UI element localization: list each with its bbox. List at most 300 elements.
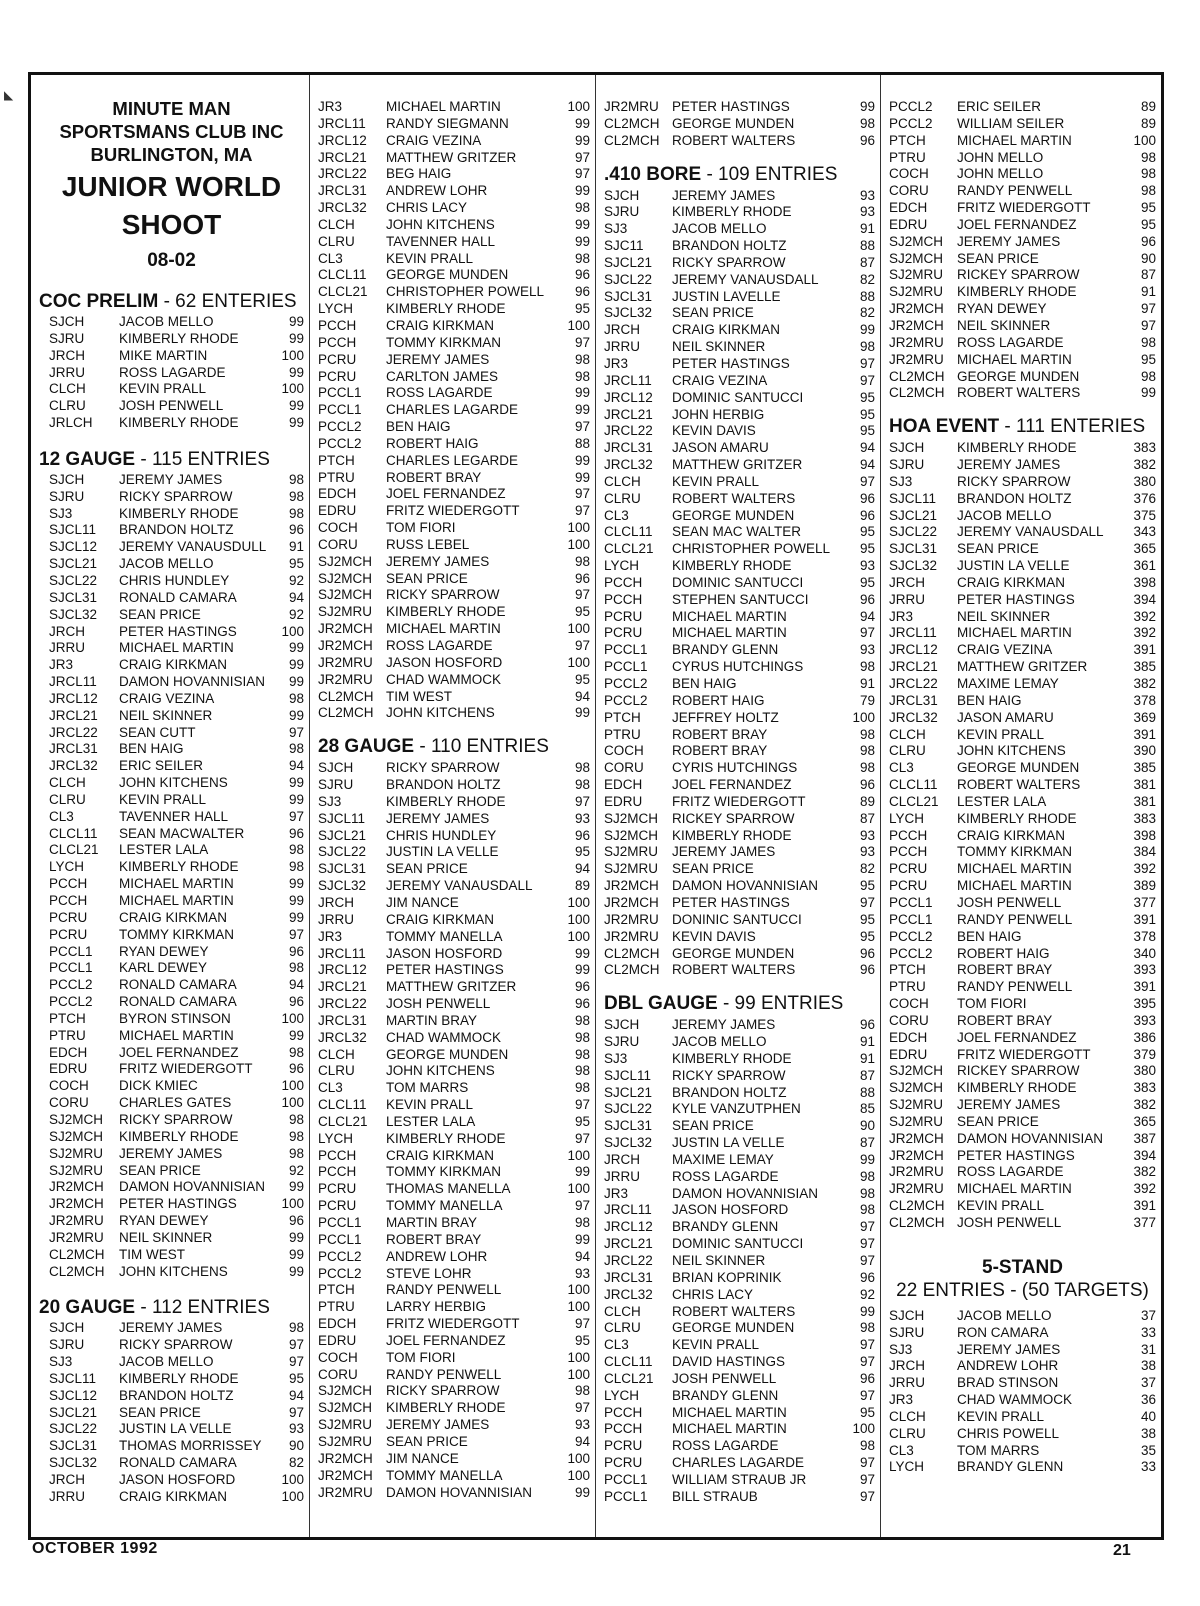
- score: 38: [1140, 1425, 1156, 1441]
- shooter-name: ROBERT WALTERS: [672, 962, 796, 978]
- result-row: [39, 1489, 304, 1506]
- shooter-name: TOM FIORI: [386, 520, 456, 536]
- class-code: SJCL32: [889, 558, 938, 574]
- score: 386: [1133, 1029, 1156, 1045]
- class-code: SJCH: [604, 187, 640, 203]
- result-row: [39, 792, 304, 809]
- class-code: SJRU: [889, 457, 925, 473]
- class-code: JRCH: [889, 1358, 925, 1374]
- class-code: JRCL12: [604, 389, 653, 405]
- result-row: [604, 743, 875, 760]
- score: 99: [288, 707, 304, 723]
- class-code: SJCL31: [889, 541, 938, 557]
- score: 99: [288, 657, 304, 673]
- result-row: [604, 1337, 875, 1354]
- class-code: JRCL32: [318, 200, 367, 216]
- class-code: PCCH: [889, 844, 928, 860]
- column-4: [880, 75, 1161, 1537]
- result-row: [889, 183, 1156, 200]
- score: 99: [859, 322, 875, 338]
- score: 381: [1133, 793, 1156, 809]
- score: 100: [852, 1421, 875, 1437]
- class-code: CL2MCH: [889, 368, 945, 384]
- result-row: [318, 520, 590, 537]
- shooter-name: MICHAEL MARTIN: [119, 640, 234, 656]
- class-code: SJRU: [318, 777, 354, 793]
- score: 99: [574, 115, 590, 131]
- class-code: CL2MCH: [49, 1263, 105, 1279]
- score: 87: [859, 1067, 875, 1083]
- class-code: COCH: [889, 996, 929, 1012]
- result-row: [604, 1068, 875, 1085]
- result-row: [889, 794, 1156, 811]
- class-code: PTRU: [604, 726, 641, 742]
- shooter-name: CRAIG KIRKMAN: [957, 574, 1066, 590]
- class-code: JRCL21: [318, 149, 367, 165]
- shooter-name: JOHN KITCHENS: [386, 216, 495, 232]
- result-row: [889, 301, 1156, 318]
- class-code: JRCH: [318, 894, 354, 910]
- result-row: [604, 962, 875, 979]
- score: 380: [1133, 473, 1156, 489]
- class-code: JR2MRU: [604, 928, 659, 944]
- class-code: PCRU: [318, 351, 357, 367]
- shooter-name: BEN HAIG: [386, 419, 451, 435]
- result-row: [604, 1219, 875, 1236]
- shooter-name: DAMON HOVANNISIAN: [386, 1484, 533, 1500]
- shooter-name: BRANDON HOLTZ: [119, 522, 234, 538]
- shooter-name: MIKE MARTIN: [119, 347, 208, 363]
- result-row: [39, 1112, 304, 1129]
- class-code: CL2MCH: [318, 688, 374, 704]
- score: 98: [288, 1145, 304, 1161]
- class-code: JRCL21: [318, 979, 367, 995]
- score: 98: [859, 1168, 875, 1184]
- score: 93: [859, 827, 875, 843]
- class-code: EDCH: [604, 777, 643, 793]
- result-row: [604, 794, 875, 811]
- shooter-name: SEAN PRICE: [119, 1404, 201, 1420]
- class-code: PCCL2: [604, 692, 648, 708]
- five-stand-header: [889, 1256, 1156, 1302]
- class-code: SJ2MRU: [889, 1097, 944, 1113]
- class-code: PCCL1: [49, 960, 93, 976]
- class-code: CLCL21: [49, 842, 99, 858]
- class-code: CLCL21: [889, 793, 939, 809]
- result-row: [318, 503, 590, 520]
- shooter-name: CHARLES LAGARDE: [672, 1455, 805, 1471]
- score: 100: [281, 1010, 304, 1026]
- result-row: [318, 929, 590, 946]
- shooter-name: MICHAEL MARTIN: [119, 893, 234, 908]
- result-row: [39, 1163, 304, 1180]
- shooter-name: ROBERT BRAY: [957, 1012, 1053, 1028]
- class-code: JRCL22: [604, 423, 653, 439]
- shooter-name: LESTER LALA: [119, 842, 209, 858]
- score: 97: [574, 166, 590, 182]
- class-code: JRCL11: [889, 625, 937, 641]
- five-stand-title: 5-STAND: [982, 1256, 1063, 1278]
- class-code: JRCL32: [604, 457, 653, 473]
- score: 97: [859, 1236, 875, 1252]
- shooter-name: ROBERT HAIG: [957, 945, 1050, 961]
- class-code: JR2MRU: [604, 99, 659, 114]
- shooter-name: NEIL SKINNER: [957, 317, 1051, 333]
- result-row: [318, 1181, 590, 1198]
- score: 98: [574, 777, 590, 793]
- class-code: CLCH: [49, 775, 86, 791]
- class-code: PTCH: [49, 1010, 86, 1026]
- class-code: PCCL1: [889, 894, 933, 910]
- score: 93: [859, 558, 875, 574]
- class-code: PTRU: [318, 469, 355, 485]
- class-code: JR2MRU: [318, 671, 373, 687]
- score: 37: [1140, 1307, 1156, 1323]
- result-row: [318, 1047, 590, 1064]
- shooter-name: MICHAEL MARTIN: [957, 351, 1072, 367]
- score: 95: [859, 574, 875, 590]
- class-code: SJ2MCH: [889, 250, 944, 266]
- shooter-name: WILLIAM STRAUB JR: [672, 1471, 807, 1487]
- score: 98: [574, 351, 590, 367]
- score: 97: [859, 1455, 875, 1471]
- shooter-name: CRAIG KIRKMAN: [119, 909, 228, 925]
- class-code: JR2MCH: [889, 1147, 944, 1163]
- score: 91: [859, 221, 875, 237]
- class-code: PCCL1: [604, 1488, 648, 1504]
- result-row: [318, 1316, 590, 1333]
- class-code: JRCH: [49, 1472, 85, 1487]
- shooter-name: STEVE LOHR: [386, 1265, 472, 1281]
- class-code: JRCL31: [889, 692, 938, 708]
- shooter-name: DONINIC SANTUCCI: [672, 911, 802, 927]
- shooter-name: MAXIME LEMAY: [957, 676, 1059, 691]
- result-row: [39, 775, 304, 792]
- result-row: [39, 331, 304, 348]
- shooter-name: CHRIS LACY: [386, 200, 468, 216]
- class-code: JR2MCH: [318, 638, 373, 653]
- shooter-name: KIMBERLY RHODE: [119, 505, 239, 521]
- class-code: JRCL11: [318, 945, 366, 961]
- shooter-name: PETER HASTINGS: [119, 623, 237, 639]
- score: 100: [281, 1078, 304, 1094]
- result-row: [604, 1236, 875, 1253]
- shooter-name: KEVIN PRALL: [672, 1337, 760, 1353]
- score: 94: [859, 440, 875, 456]
- result-row: [889, 710, 1156, 727]
- result-row: [318, 1030, 590, 1047]
- result-row: [318, 1266, 590, 1283]
- result-row: [39, 415, 304, 432]
- shooter-name: PETER HASTINGS: [957, 591, 1075, 607]
- score: 93: [859, 642, 875, 658]
- score: 97: [859, 625, 875, 641]
- shooter-name: RICKY SPARROW: [386, 1383, 500, 1399]
- result-row: [889, 979, 1156, 996]
- score: 98: [574, 200, 590, 216]
- shooter-name: TOMMY MANELLA: [386, 1198, 503, 1214]
- class-code: SJCL12: [49, 1387, 98, 1403]
- class-code: PCCH: [889, 827, 928, 843]
- result-row: [318, 844, 590, 861]
- score: 89: [859, 793, 875, 809]
- shooter-name: JEREMY VANAUSDALL: [957, 524, 1104, 540]
- result-row: [889, 878, 1156, 895]
- class-code: PCCL2: [889, 928, 933, 944]
- class-code: SJ2MCH: [889, 1063, 944, 1079]
- result-row: [39, 640, 304, 657]
- class-code: SJCL21: [889, 507, 938, 523]
- shooter-name: RYAN DEWEY: [119, 1213, 209, 1229]
- result-row: [39, 348, 304, 365]
- result-row: [39, 381, 304, 398]
- result-row: [889, 1409, 1156, 1426]
- score: 96: [288, 825, 304, 841]
- score: 97: [574, 486, 590, 502]
- score: 95: [574, 1113, 590, 1129]
- class-code: SJ3: [889, 473, 913, 489]
- score: 89: [574, 878, 590, 894]
- score: 97: [574, 793, 590, 809]
- result-row: [889, 318, 1156, 335]
- shooter-name: CYRIS HUTCHINGS: [672, 760, 798, 776]
- entry-count: - 112 ENTRIES: [140, 1297, 270, 1319]
- result-row: [318, 895, 590, 912]
- shooter-name: TOM FIORI: [386, 1349, 456, 1365]
- result-row: [604, 592, 875, 609]
- score: 94: [574, 688, 590, 704]
- score: 384: [1133, 844, 1156, 860]
- class-code: SJRU: [49, 330, 85, 346]
- shooter-name: RICKEY SPARROW: [957, 267, 1080, 283]
- class-code: JRCL31: [604, 440, 653, 456]
- score: 100: [281, 381, 304, 397]
- class-code: CL2MCH: [604, 962, 660, 978]
- score: 97: [574, 1400, 590, 1416]
- shooter-name: SEAN PRICE: [672, 305, 754, 321]
- result-row: [318, 760, 590, 777]
- shooter-name: ERIC SEILER: [119, 758, 204, 774]
- result-row: [889, 457, 1156, 474]
- shooter-name: KIMBERLY RHODE: [386, 1130, 506, 1146]
- shooter-name: DAMON HOVANNISIAN: [957, 1130, 1104, 1146]
- result-row: [889, 150, 1156, 167]
- shooter-name: JACOB MELLO: [119, 314, 214, 329]
- class-code: LYCH: [49, 859, 85, 875]
- class-code: CLCL21: [318, 284, 368, 300]
- shooter-name: BRANDON HOLTZ: [672, 1084, 787, 1100]
- shooter-name: BRANDY GLENN: [672, 1387, 779, 1403]
- score: 99: [574, 402, 590, 418]
- score: 98: [859, 760, 875, 776]
- score: 96: [574, 570, 590, 586]
- shooter-name: RONALD CAMARA: [119, 1455, 237, 1471]
- class-code: PCCL2: [49, 994, 93, 1010]
- shooter-name: JACOB MELLO: [672, 1034, 767, 1050]
- result-row: [604, 659, 875, 676]
- shooter-name: GEORGE MUNDEN: [672, 945, 795, 961]
- result-row: [39, 1247, 304, 1264]
- result-row: [604, 238, 875, 255]
- result-row: [604, 116, 875, 133]
- class-code: JRCL31: [318, 1012, 367, 1028]
- shooter-name: JEREMY JAMES: [957, 1097, 1061, 1113]
- result-row: [889, 369, 1156, 386]
- shooter-name: PETER HASTINGS: [386, 962, 504, 978]
- shooter-name: STEPHEN SANTUCCI: [672, 591, 809, 607]
- score: 394: [1133, 1147, 1156, 1163]
- result-row: [889, 1392, 1156, 1409]
- result-row: [604, 289, 875, 306]
- class-code: CLCH: [604, 473, 641, 489]
- club-name-line: SPORTSMANS CLUB INC: [59, 121, 284, 142]
- class-code: SJC11: [604, 238, 644, 254]
- shooter-name: JOHN HERBIG: [672, 406, 765, 422]
- result-row: [889, 1375, 1156, 1392]
- result-row: [318, 1417, 590, 1434]
- shooter-name: ROBERT BRAY: [672, 726, 768, 742]
- class-code: CLCH: [889, 726, 926, 742]
- class-code: SJCL32: [318, 878, 367, 894]
- result-row: [318, 1400, 590, 1417]
- result-row: [318, 811, 590, 828]
- result-row: [889, 558, 1156, 575]
- shooter-name: GEORGE MUNDEN: [672, 1320, 795, 1336]
- class-code: SJ2MCH: [318, 1400, 373, 1416]
- class-code: SJCL31: [604, 288, 653, 304]
- result-row: [604, 1320, 875, 1337]
- shooter-name: CRAIG KIRKMAN: [386, 911, 495, 927]
- class-code: PCCL1: [604, 1471, 648, 1487]
- shooter-name: KIMBERLY RHODE: [119, 1128, 239, 1144]
- score: 100: [567, 1181, 590, 1197]
- shooter-name: JIM NANCE: [386, 1450, 459, 1466]
- result-row: [604, 272, 875, 289]
- shooter-name: SEAN PRICE: [386, 1433, 468, 1449]
- shooter-name: KIMBERLY RHODE: [119, 415, 239, 431]
- score: 88: [859, 238, 875, 254]
- result-row: [39, 674, 304, 691]
- shooter-name: LESTER LALA: [386, 1113, 476, 1129]
- shooter-name: CRAIG KIRKMAN: [386, 317, 495, 333]
- shooter-name: JOHN KITCHENS: [119, 775, 228, 791]
- shooter-name: CRAIG KIRKMAN: [386, 1147, 495, 1163]
- score: 98: [574, 1080, 590, 1096]
- result-row: [39, 1095, 304, 1112]
- shooter-name: JEREMY JAMES: [957, 233, 1061, 249]
- result-row: [39, 1388, 304, 1405]
- shooter-name: KIMBERLY RHODE: [672, 204, 792, 220]
- class-code: CORU: [889, 1012, 929, 1028]
- class-code: JRCL22: [889, 676, 938, 691]
- shooter-name: BRANDON HOLTZ: [957, 490, 1072, 506]
- result-row: [39, 1061, 304, 1078]
- shooter-name: THOMAS MANELLA: [386, 1181, 511, 1197]
- score: 100: [567, 1299, 590, 1315]
- class-code: SJCL11: [318, 810, 366, 826]
- result-row: [39, 927, 304, 944]
- score: 97: [574, 1097, 590, 1113]
- score: 98: [859, 115, 875, 131]
- result-row: [889, 1426, 1156, 1443]
- score: 100: [567, 1147, 590, 1163]
- score: 97: [288, 926, 304, 942]
- class-code: JRCL22: [604, 1253, 653, 1268]
- score: 97: [574, 503, 590, 519]
- result-row: [889, 1198, 1156, 1215]
- class-code: PCCL1: [604, 642, 648, 658]
- shooter-name: ERIC SEILER: [957, 99, 1042, 114]
- score: 100: [281, 1472, 304, 1487]
- score: 390: [1133, 743, 1156, 759]
- shooter-name: ROBERT BRAY: [672, 743, 768, 759]
- class-code: JR2MRU: [49, 1213, 104, 1229]
- result-row: [39, 573, 304, 590]
- shooter-name: BRANDON HOLTZ: [386, 777, 501, 793]
- result-row: [889, 385, 1156, 402]
- shooter-name: JEREMY VANAUSDALL: [386, 878, 533, 894]
- score: 383: [1133, 810, 1156, 826]
- score: 381: [1133, 777, 1156, 793]
- event-heading: [39, 1280, 304, 1320]
- event-title: SHOOT: [121, 209, 222, 240]
- class-code: PTRU: [889, 979, 926, 995]
- result-row: [39, 398, 304, 415]
- shooter-name: JUSTIN LAVELLE: [672, 288, 781, 304]
- result-row: [39, 859, 304, 876]
- result-row: [604, 878, 875, 895]
- score: 99: [574, 452, 590, 468]
- class-code: SJ2MRU: [604, 861, 659, 877]
- shooter-name: BRAD STINSON: [957, 1375, 1059, 1391]
- class-code: SJCL22: [604, 271, 653, 287]
- score: 94: [288, 758, 304, 774]
- score: 382: [1133, 1097, 1156, 1113]
- result-row: [318, 1013, 590, 1030]
- shooter-name: RONALD CAMARA: [119, 977, 237, 993]
- result-row: [39, 624, 304, 641]
- shooter-name: JUSTIN LA VELLE: [119, 1421, 232, 1437]
- shooter-name: RICKY SPARROW: [672, 1067, 786, 1083]
- result-row: [318, 912, 590, 929]
- score: 361: [1133, 558, 1156, 574]
- shooter-name: JOHN MELLO: [957, 166, 1044, 182]
- score: 96: [859, 1017, 875, 1033]
- result-row: [604, 811, 875, 828]
- result-row: [39, 1337, 304, 1354]
- shooter-name: SEAN PRICE: [957, 541, 1039, 557]
- shooter-name: ANDREW LOHR: [957, 1358, 1059, 1374]
- shooter-name: JEREMY JAMES: [672, 1017, 776, 1033]
- score: 100: [567, 1282, 590, 1298]
- shooter-name: RANDY SIEGMANN: [386, 115, 509, 131]
- shooter-name: ROBERT WALTERS: [672, 132, 796, 148]
- result-row: [604, 1085, 875, 1102]
- class-code: SJ2MCH: [604, 827, 659, 843]
- result-row: [39, 1213, 304, 1230]
- result-row: [318, 301, 590, 318]
- shooter-name: TOM MARRS: [386, 1080, 469, 1096]
- class-code: JR3: [318, 928, 343, 944]
- result-row: [39, 1179, 304, 1196]
- result-row: [318, 554, 590, 571]
- score: 36: [1140, 1392, 1156, 1408]
- score: 392: [1133, 1181, 1156, 1197]
- shooter-name: WILLIAM SEILER: [957, 115, 1065, 131]
- result-row: [604, 440, 875, 457]
- result-row: [318, 587, 590, 604]
- score: 96: [859, 962, 875, 978]
